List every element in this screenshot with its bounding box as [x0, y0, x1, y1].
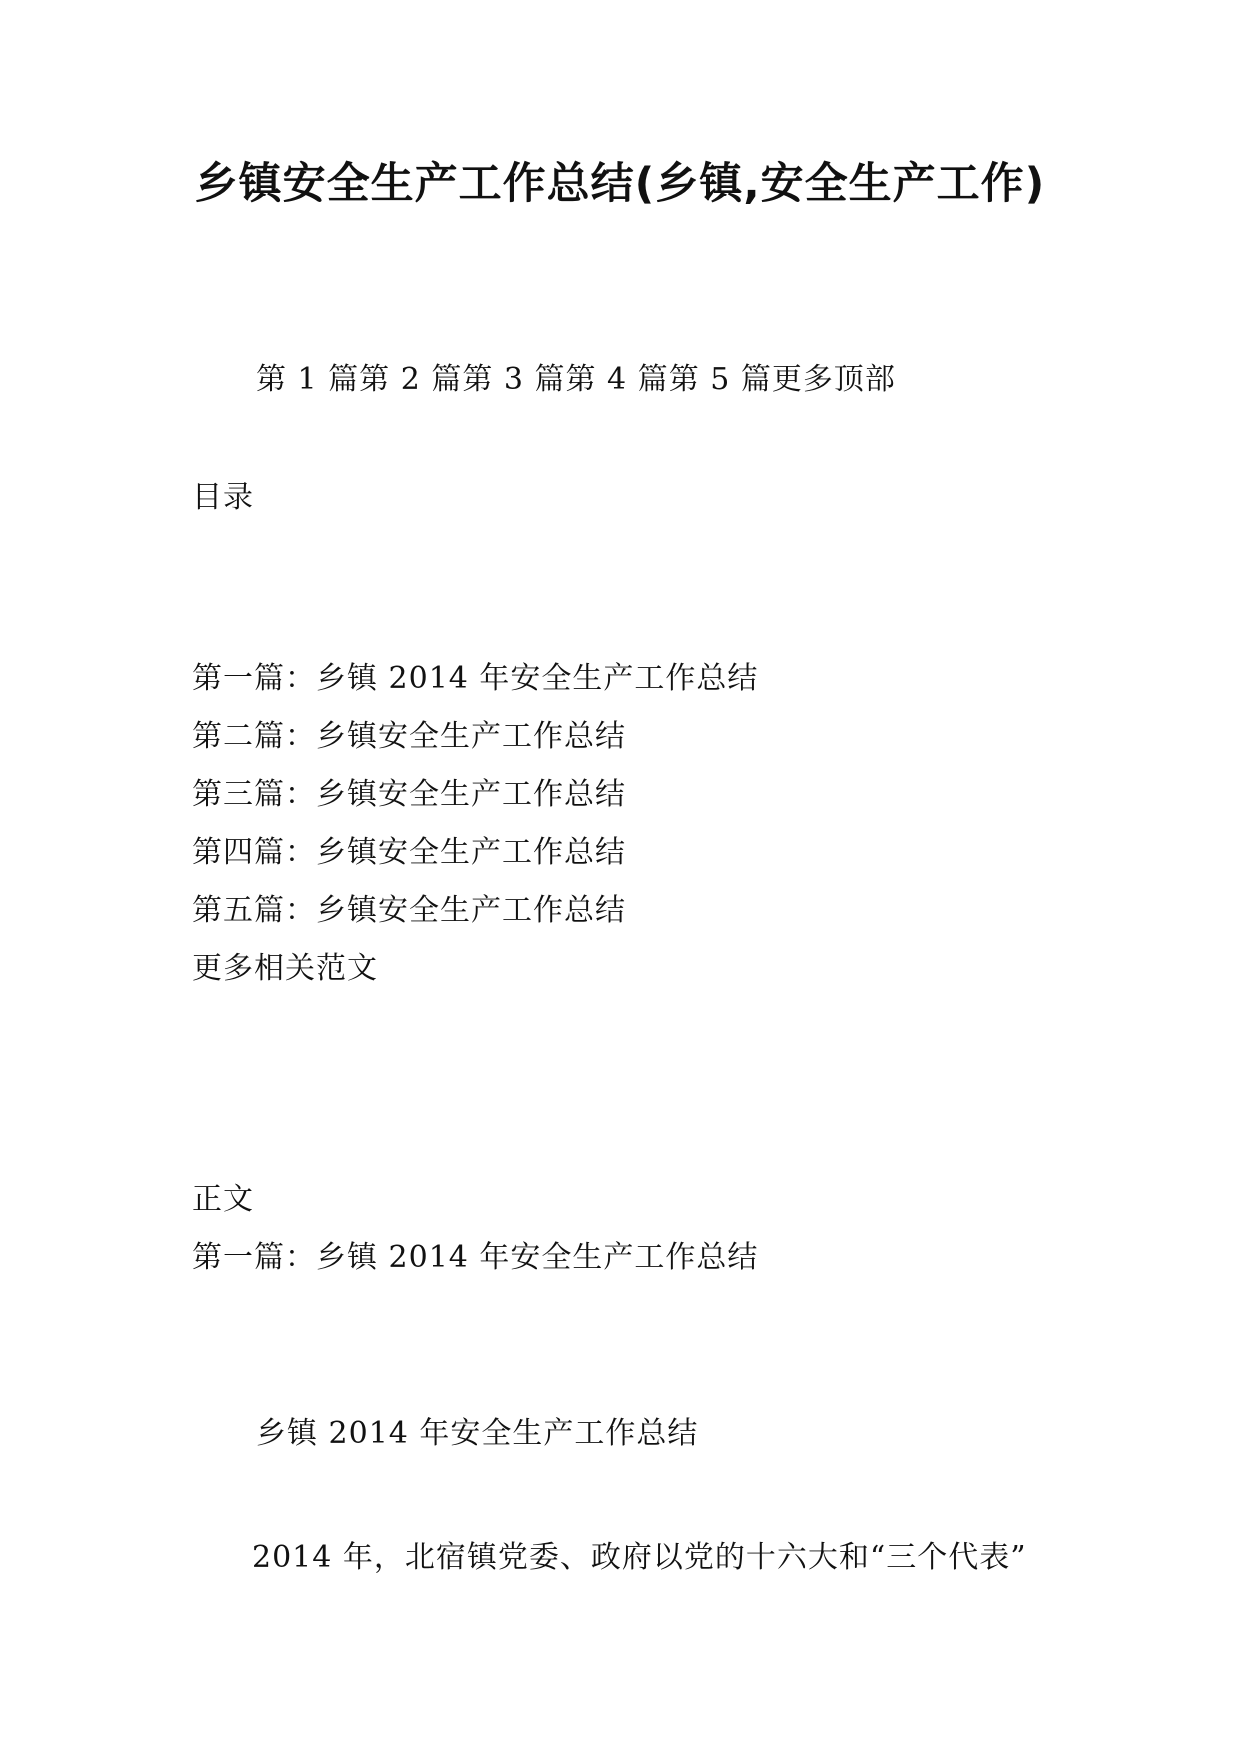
article-subtitle: 乡镇 2014 年安全生产工作总结	[256, 1416, 699, 1451]
nav-link-part-2[interactable]: 第 2 篇	[359, 362, 463, 397]
toc-item-part-4[interactable]: 第四篇：乡镇安全生产工作总结	[192, 835, 626, 870]
toc-list	[192, 650, 758, 998]
nav-link-part-1[interactable]: 第 1 篇	[256, 362, 360, 397]
toc-item-part-3[interactable]: 第三篇：乡镇安全生产工作总结	[192, 777, 626, 812]
section-nav	[256, 360, 896, 400]
body-heading: 正文	[192, 1182, 254, 1217]
nav-link-part-4[interactable]: 第 4 篇	[565, 362, 669, 397]
document-title: 乡镇安全生产工作总结(乡镇,安全生产工作)	[194, 159, 1046, 209]
toc-item-part-1[interactable]: 第一篇：乡镇 2014 年安全生产工作总结	[192, 661, 759, 696]
nav-link-part-5[interactable]: 第 5 篇	[668, 362, 772, 397]
toc-item-part-5[interactable]: 第五篇：乡镇安全生产工作总结	[192, 893, 626, 928]
toc-item-part-2[interactable]: 第二篇：乡镇安全生产工作总结	[192, 719, 626, 754]
article-paragraph: 2014 年，北宿镇党委、政府以党的十六大和“三个代表”	[252, 1540, 1027, 1575]
nav-link-part-3[interactable]: 第 3 篇	[462, 362, 566, 397]
nav-link-top[interactable]: 顶部	[833, 362, 896, 397]
toc-item-more[interactable]: 更多相关范文	[192, 951, 378, 986]
toc-heading: 目录	[192, 480, 254, 515]
nav-link-more[interactable]: 更多	[771, 362, 834, 397]
article-title: 第一篇：乡镇 2014 年安全生产工作总结	[192, 1240, 759, 1275]
